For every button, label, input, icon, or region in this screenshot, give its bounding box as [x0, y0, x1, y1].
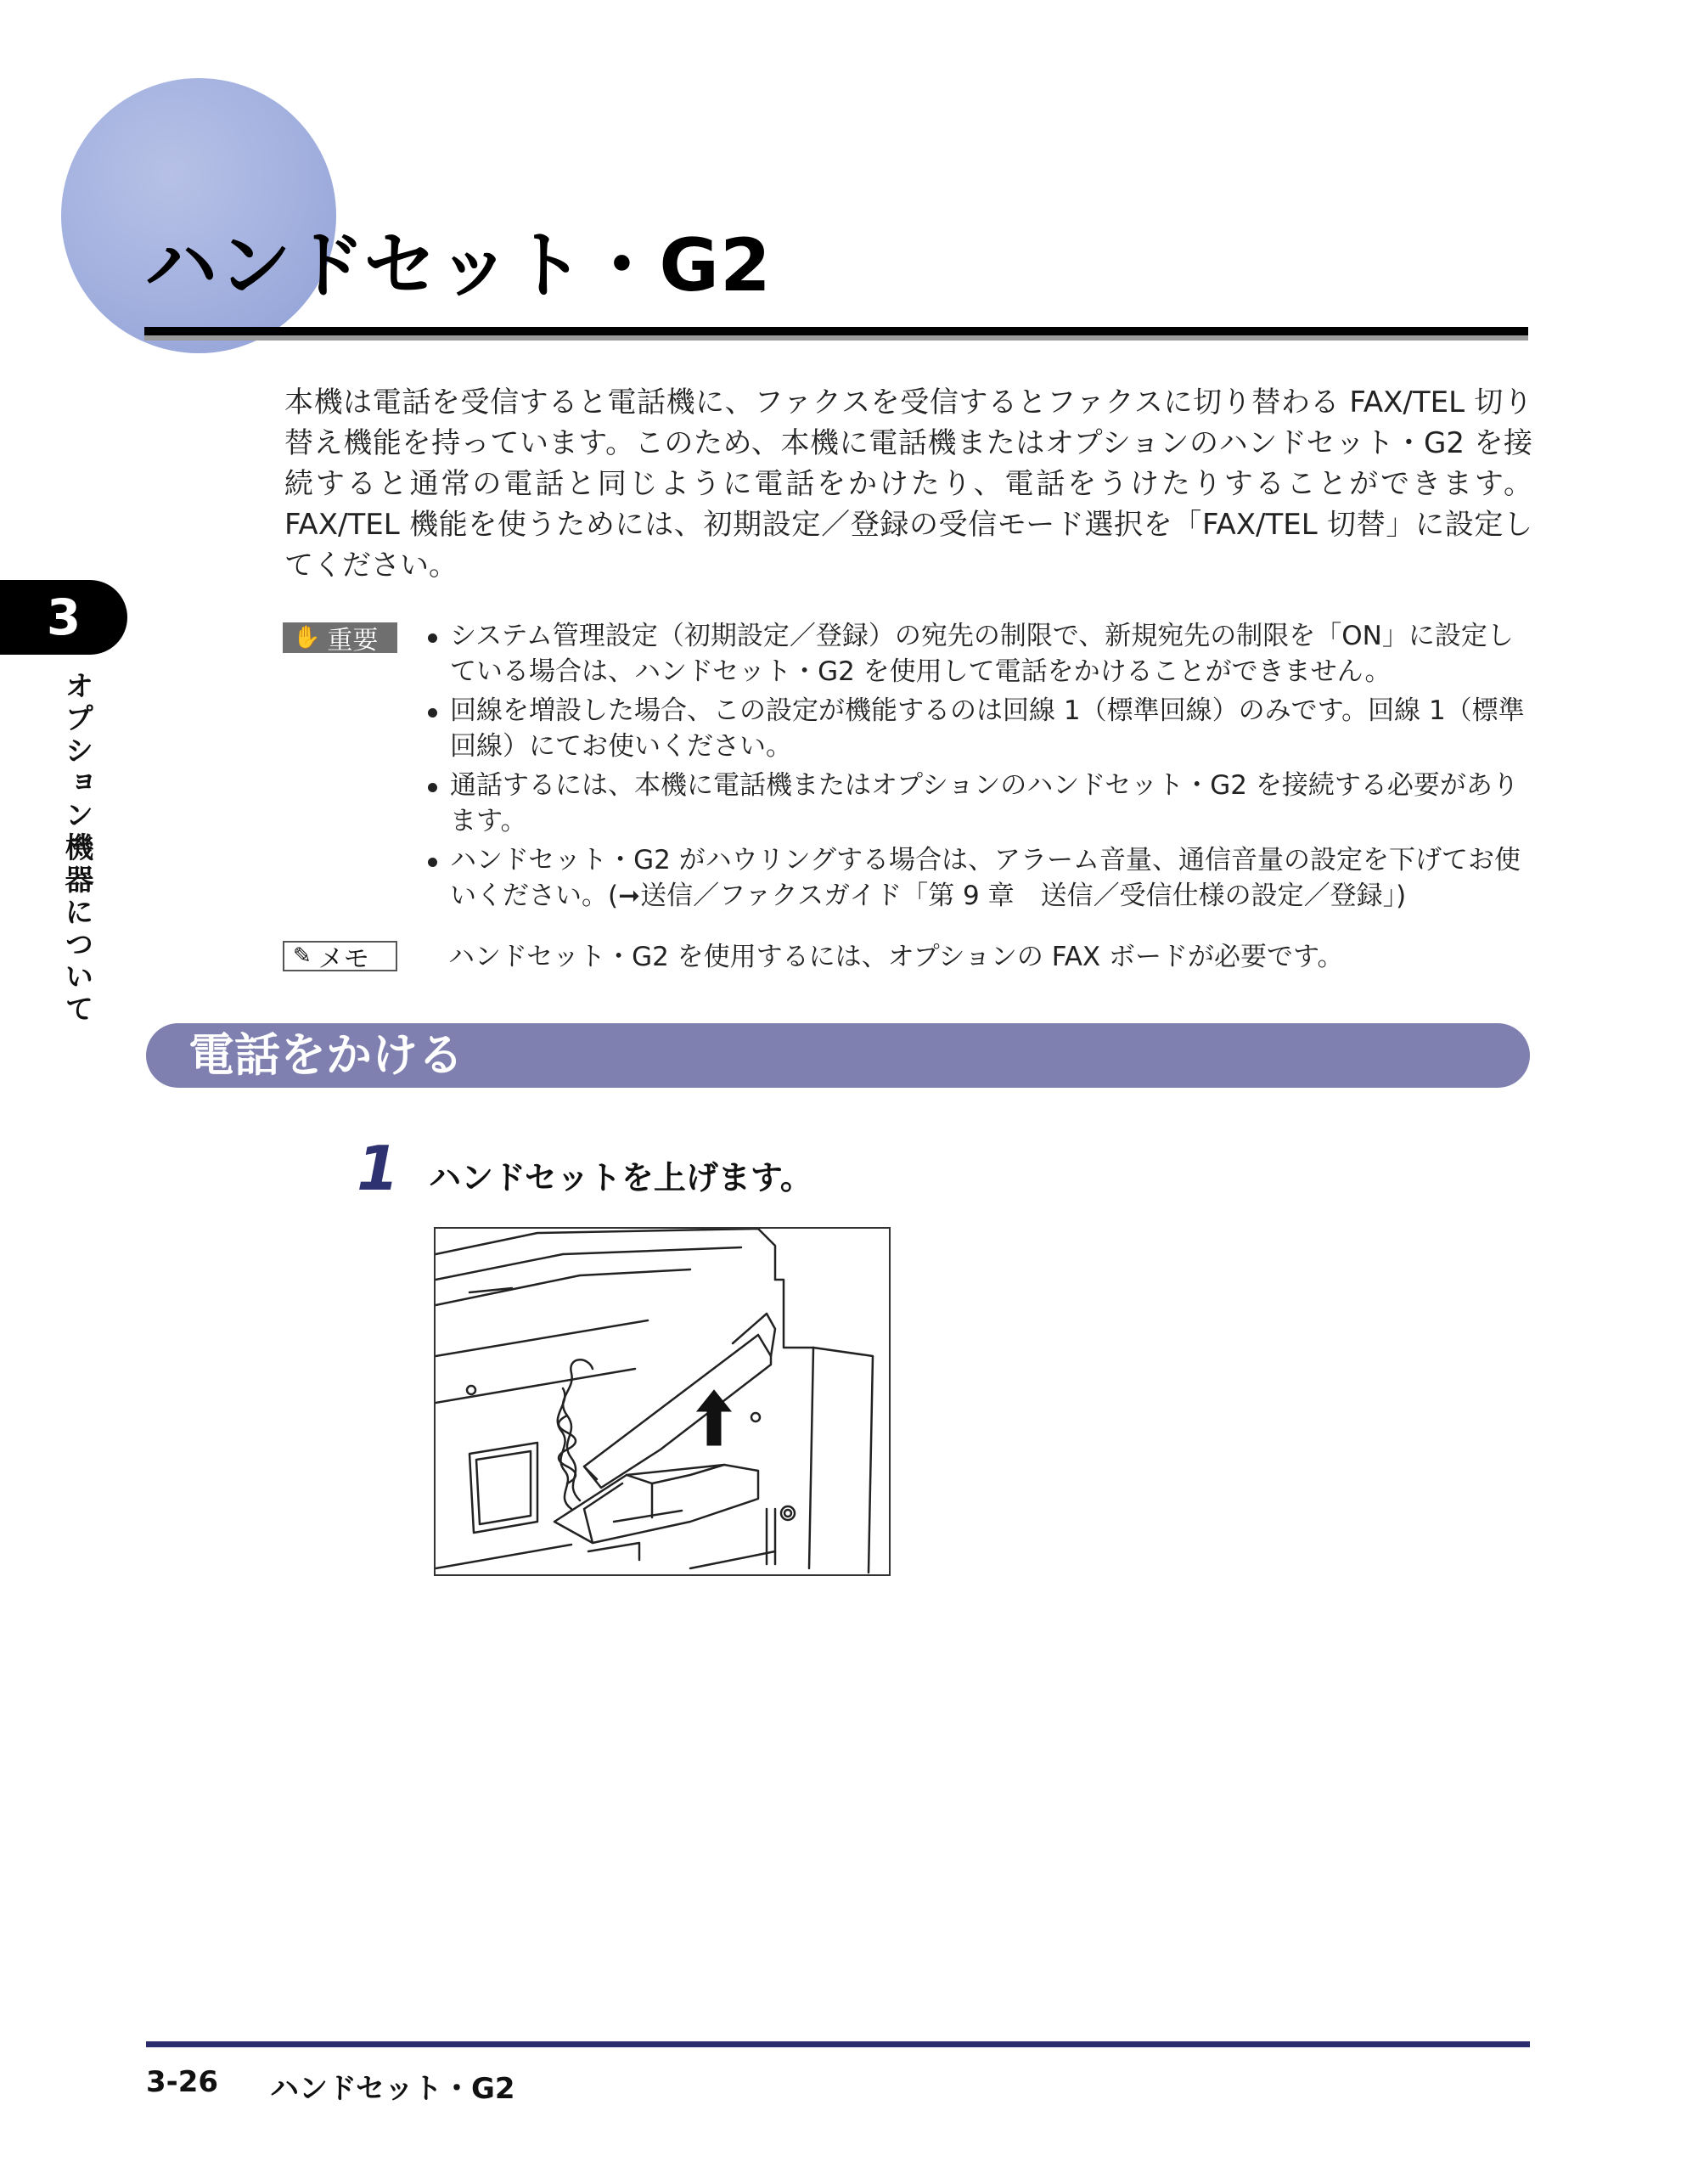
handset-lift-drawing [436, 1229, 889, 1574]
title-underline [144, 327, 1528, 335]
important-item: ハンドセット・G2 がハウリングする場合は、アラーム音量、通信音量の設定を下げてお使いください。(➞送信／ファクスガイド「第 9 章 送信／受信仕様の設定／登録」) [424, 842, 1532, 914]
pencil-icon: ✎ [293, 943, 312, 969]
title-decoration-circle [61, 78, 336, 353]
chapter-title: オプション機器について [59, 671, 93, 1026]
memo-badge [283, 941, 397, 974]
title-underline-shadow [144, 335, 1528, 341]
page-title: ハンドセット・G2 [144, 223, 772, 308]
hand-stop-icon: ✋ [293, 625, 321, 650]
memo-text: ハンドセット・G2 を使用するには、オプションの FAX ボードが必要です。 [448, 942, 1344, 972]
important-item: システム管理設定（初期設定／登録）の宛先の制限で、新規宛先の制限を「ON」に設定している場合は、ハンドセット・G2 を使用して電話をかけることができません。 [424, 618, 1532, 690]
footer-rule [146, 2041, 1530, 2047]
footer-page-number: 3-26 [146, 2065, 219, 2099]
chapter-number: 3 [46, 588, 82, 646]
step-number: 1 [357, 1133, 400, 1204]
important-list [424, 618, 1532, 917]
memo-label: メモ [318, 944, 369, 974]
chapter-tab[interactable] [0, 580, 127, 655]
footer-title: ハンドセット・G2 [270, 2072, 515, 2106]
important-label: 重要 [327, 626, 379, 656]
handset-illustration [434, 1227, 891, 1576]
important-badge [283, 622, 397, 656]
intro-paragraph: 本機は電話を受信すると電話機に、ファクスを受信するとファクスに切り替わる FAX/TEL 切り替え機能を持っています。このため、本機に電話機またはオプションのハンドセット・G2 を接続すると通常の電話と同じように電話をかけたり、電話をうけたりすることができます。FAX/TEL 機能を使うためには、初期設定／登録の受信モード選択を「FAX/TEL 切替」に設定してください。 [284, 386, 1532, 583]
section-title: 電話をかける [188, 1028, 464, 1082]
step-instruction: ハンドセットを上げます。 [429, 1159, 812, 1196]
important-item: 通話するには、本機に電話機またはオプションのハンドセット・G2 を接続する必要があります。 [424, 768, 1532, 839]
important-item: 回線を増設した場合、この設定が機能するのは回線 1（標準回線）のみです。回線 1（標準回線）にてお使いください。 [424, 693, 1532, 764]
